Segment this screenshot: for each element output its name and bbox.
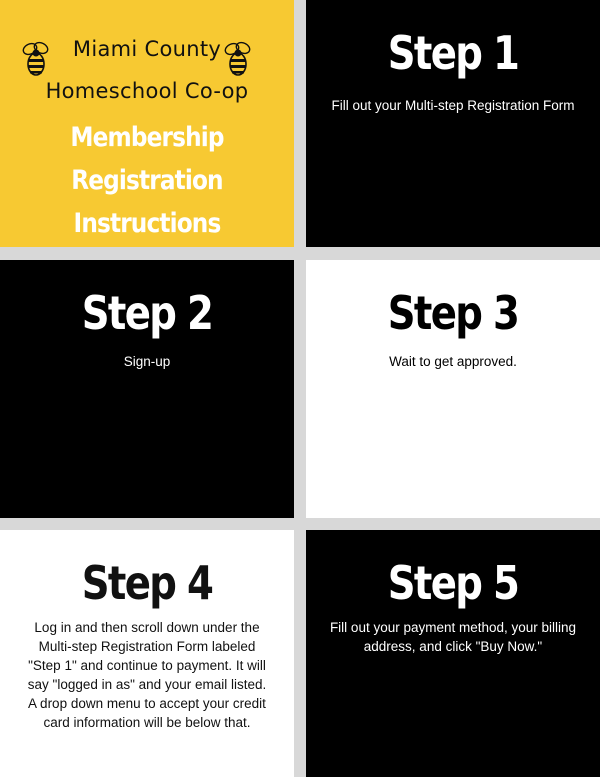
step-1-title: Step 1 [387, 26, 519, 80]
step-3-title: Step 3 [387, 286, 519, 340]
title-line: Instructions [73, 208, 221, 239]
step-2-panel [0, 260, 294, 518]
org-name-line2: Homeschool Co-op [45, 79, 249, 103]
step-1-text: Fill out your Multi-step Registration Form [331, 98, 575, 113]
step-4-panel [0, 530, 294, 777]
title-line: Membership [70, 122, 224, 153]
step-2-text: Sign-up [123, 354, 171, 369]
step-3-text: Wait to get approved. [389, 354, 517, 369]
org-name-line1: Miami County [72, 37, 222, 61]
step-1-panel [306, 0, 600, 247]
header-panel [0, 0, 294, 247]
step-3-panel [306, 260, 600, 518]
step-5-panel [306, 530, 600, 777]
step-2-title: Step 2 [81, 286, 213, 340]
step-5-text: Fill out your payment method, your billing address, and click "Buy Now." [329, 620, 577, 654]
page-title [21, 116, 274, 245]
title-line: Registration [71, 165, 223, 196]
step-4-title: Step 4 [81, 556, 213, 610]
step-4-text: Log in and then scroll down under the Multi-step Registration Form labeled "Step 1" and continue to payment. It will say "logged in as" and your email listed. A drop down menu to accept your credit card information will be below that. [27, 620, 267, 730]
step-5-title: Step 5 [387, 556, 519, 610]
